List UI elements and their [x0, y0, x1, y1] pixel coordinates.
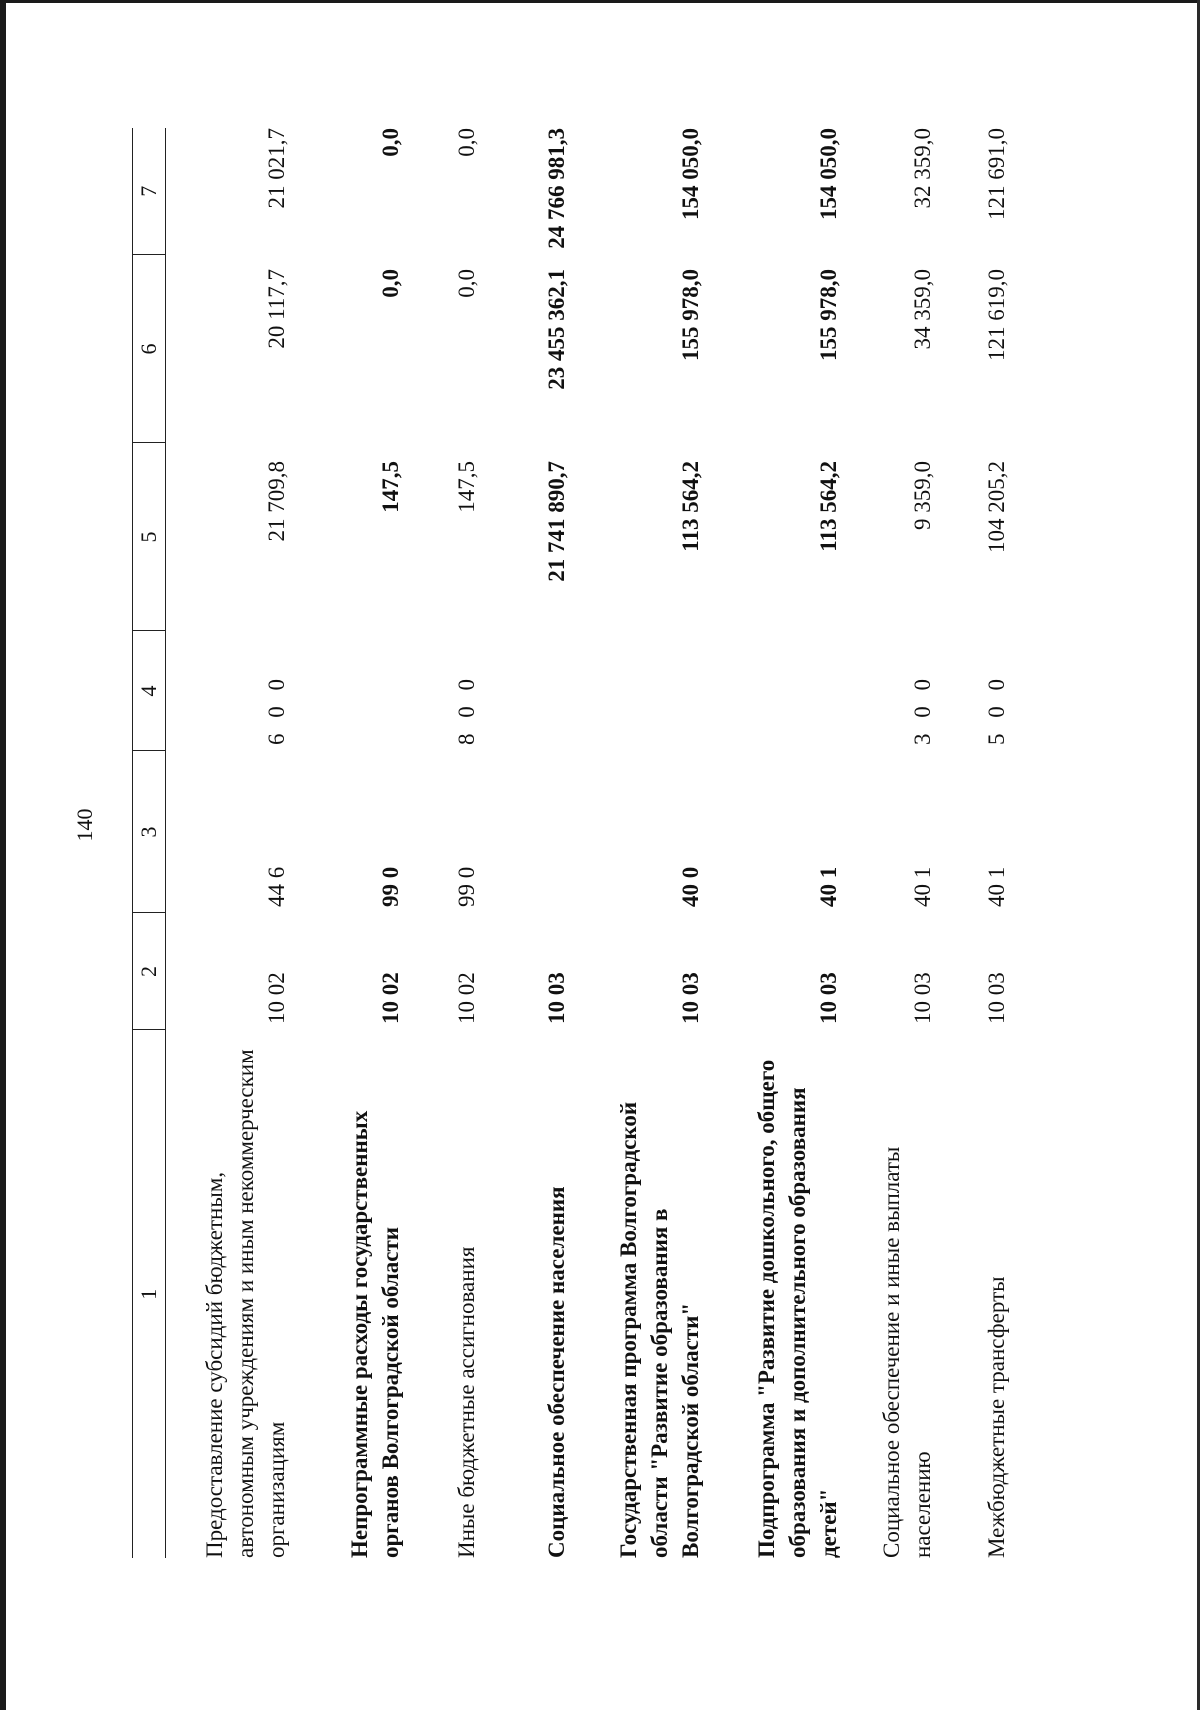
- row-name: Социальное обеспечение и иные выплаты населению: [879, 1146, 935, 1558]
- program-code: 40 1: [910, 866, 935, 907]
- column-header-5: 5: [133, 443, 166, 631]
- table-row: [292, 128, 406, 1558]
- amount-column-5: 147,5: [378, 461, 403, 513]
- column-header-1: 1: [133, 1030, 166, 1558]
- row-name: Межбюджетные трансферты: [984, 1276, 1009, 1558]
- expense-type-code: [292, 631, 406, 751]
- table-row: [938, 128, 1012, 1558]
- amount-column-6: 155 978,0: [816, 269, 841, 361]
- section-code: 10 03: [816, 972, 841, 1024]
- row-name: Иные бюджетные ассигнования: [454, 1246, 479, 1558]
- table-row: [166, 128, 293, 1558]
- amount-column-7: 21 021,7: [264, 128, 289, 209]
- row-name: Социальное обеспечение населения: [544, 1186, 569, 1558]
- program-code: 40 0: [678, 866, 703, 907]
- amount-column-5: 113 564,2: [816, 461, 841, 552]
- table-row: [844, 128, 938, 1558]
- section-code: 10 03: [544, 972, 569, 1024]
- section-code: 10 02: [378, 972, 403, 1024]
- section-code: 10 03: [910, 972, 935, 1024]
- table-row: [572, 128, 706, 1558]
- column-header-3: 3: [133, 751, 166, 913]
- amount-column-6: 20 117,7: [264, 269, 289, 349]
- program-code: 44 6: [264, 866, 289, 907]
- budget-table: [132, 128, 1012, 1558]
- row-name: Подпрограмма "Развитие дошкольного, общего образования и дополнительного образования детей": [754, 1059, 841, 1558]
- expense-type-code: [482, 631, 572, 751]
- program-code: 40 1: [984, 866, 1009, 907]
- section-code: 10 02: [454, 972, 479, 1024]
- amount-column-7: 0,0: [378, 128, 403, 157]
- row-name: Предоставление субсидий бюджетным, автономным учреждениям и иным некоммерческим организациям: [202, 1049, 289, 1558]
- amount-column-7: 154 050,0: [678, 128, 703, 220]
- row-name: Государственная программа Волгоградской области "Развитие образования в Волгоградской области": [616, 1101, 703, 1558]
- section-code: 10 02: [264, 972, 289, 1024]
- amount-column-5: 21 709,8: [264, 461, 289, 542]
- expense-type-code: 5 0 0: [984, 674, 1009, 745]
- amount-column-7: 154 050,0: [816, 128, 841, 220]
- amount-column-5: 104 205,2: [984, 461, 1009, 553]
- expense-type-code: 6 0 0: [264, 674, 289, 745]
- program-code: [482, 751, 572, 913]
- table-row: [706, 128, 844, 1558]
- table-row: [482, 128, 572, 1558]
- amount-column-7: 24 766 981,3: [544, 128, 569, 249]
- amount-column-6: 34 359,0: [910, 269, 935, 350]
- amount-column-5: 113 564,2: [678, 461, 703, 552]
- program-code: 99 0: [454, 866, 479, 907]
- section-code: 10 03: [678, 972, 703, 1024]
- column-header-2: 2: [133, 913, 166, 1030]
- page-number: 140: [72, 808, 97, 842]
- amount-column-6: 121 619,0: [984, 269, 1009, 361]
- row-name: Непрограммные расходы государственных органов Волгоградской области: [347, 1110, 403, 1558]
- section-code: 10 03: [984, 972, 1009, 1024]
- column-header-4: 4: [133, 631, 166, 751]
- amount-column-6: 155 978,0: [678, 269, 703, 361]
- program-code: 40 1: [816, 866, 841, 907]
- amount-column-5: 147,5: [454, 461, 479, 513]
- expense-type-code: 8 0 0: [454, 674, 479, 745]
- amount-column-6: 0,0: [378, 269, 403, 298]
- amount-column-6: 0,0: [454, 269, 479, 298]
- expense-type-code: [706, 631, 844, 751]
- amount-column-5: 21 741 890,7: [544, 461, 569, 582]
- amount-column-7: 32 359,0: [910, 128, 935, 209]
- amount-column-7: 0,0: [454, 128, 479, 157]
- amount-column-7: 121 691,0: [984, 128, 1009, 220]
- column-header-6: 6: [133, 255, 166, 443]
- amount-column-6: 23 455 362,1: [544, 269, 569, 390]
- amount-column-5: 9 359,0: [910, 461, 935, 530]
- table-row: [406, 128, 482, 1558]
- program-code: 99 0: [378, 866, 403, 907]
- table-header-row: [133, 128, 166, 1558]
- expense-type-code: 3 0 0: [910, 674, 935, 745]
- column-header-7: 7: [133, 128, 166, 255]
- expense-type-code: [572, 631, 706, 751]
